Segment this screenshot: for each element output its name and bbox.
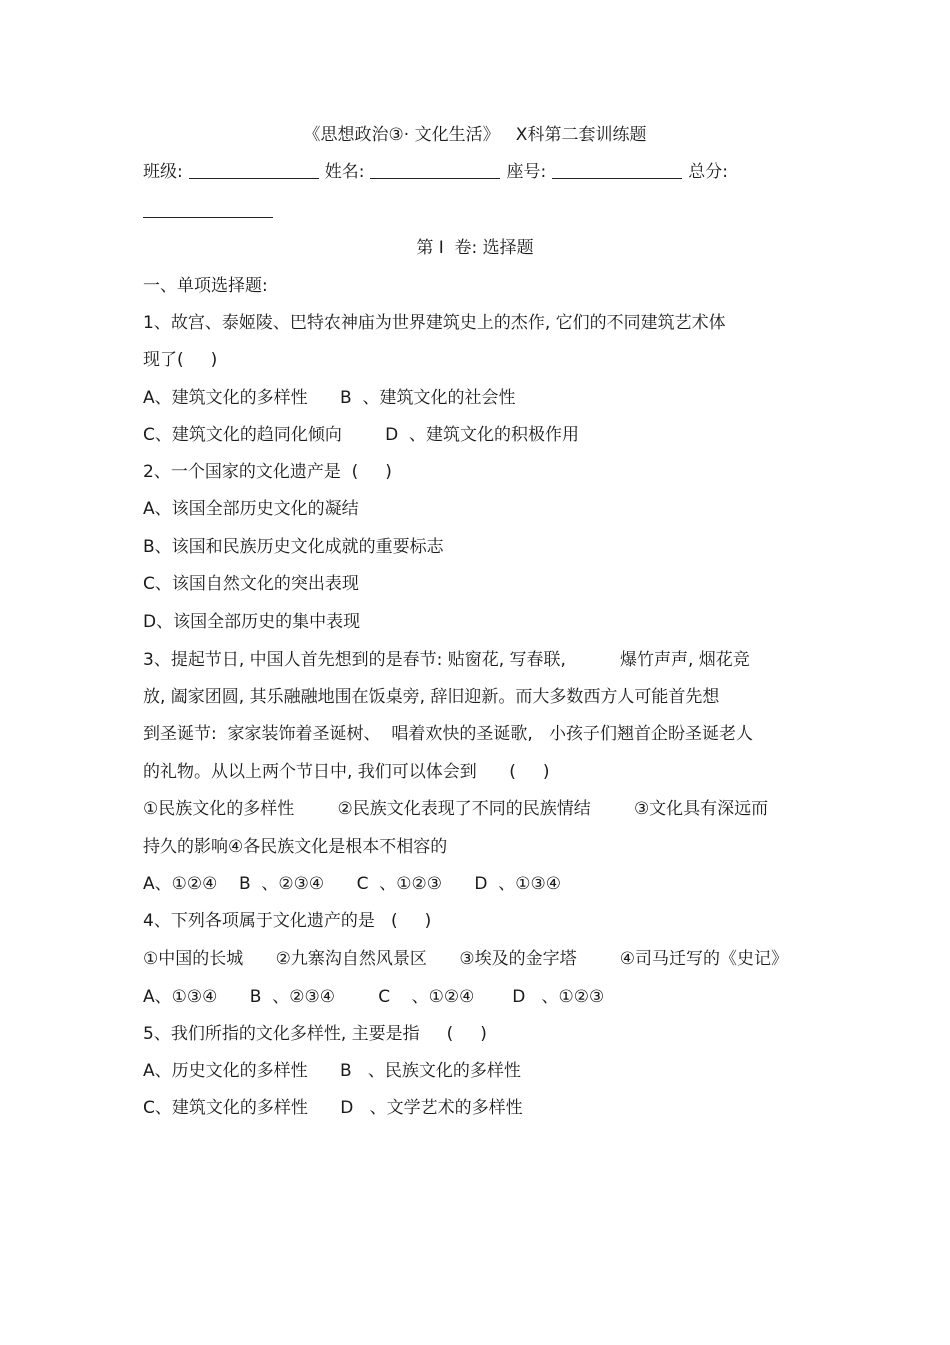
name-blank[interactable] [370,163,500,179]
q1-options-ab: A、建筑文化的多样性 B 、建筑文化的社会性 [143,388,516,408]
score-label: 总分: [688,162,728,182]
q3-stem-line4: 的礼物。从以上两个节日中, 我们可以体会到 ( ) [143,762,550,782]
q2-stem: 2、一个国家的文化遗产是 ( ) [143,462,392,482]
q2-option-b: B、该国和民族历史文化成就的重要标志 [143,537,444,557]
q1-stem-line2: 现了( ) [143,350,218,370]
seat-label: 座号: [506,162,547,182]
class-label: 班级: [143,162,183,182]
q3-stem-line2: 放, 阖家团圆, 其乐融融地围在饭桌旁, 辞旧迎新。而大多数西方人可能首先想 [143,687,720,707]
q5-stem: 5、我们所指的文化多样性, 主要是指 ( ) [143,1024,487,1044]
q1-stem-line1: 1、故宫、泰姬陵、巴特农神庙为世界建筑史上的杰作, 它们的不同建筑艺术体 [143,313,726,333]
q1-options-cd: C、建筑文化的趋同化倾向 D 、建筑文化的积极作用 [143,425,579,445]
exam-title: 《思想政治③· 文化生活》 X科第二套训练题 [303,125,647,145]
volume-title: 第 I 卷: 选择题 [416,238,534,258]
q3-items-line2: 持久的影响④各民族文化是根本不相容的 [143,837,448,857]
class-blank[interactable] [189,163,319,179]
q3-options: A、①②④ B 、②③④ C 、①②③ D 、①③④ [143,874,562,894]
q3-stem-line3: 到圣诞节: 家家装饰着圣诞树、 唱着欢快的圣诞歌, 小孩子们翘首企盼圣诞老人 [143,724,753,744]
seat-blank[interactable] [552,163,682,179]
student-info-row [143,161,728,183]
q4-stem: 4、下列各项属于文化遗产的是 ( ) [143,911,432,931]
q3-items-line1: ①民族文化的多样性 ②民族文化表现了不同的民族情结 ③文化具有深远而 [143,799,769,819]
q3-stem-line1: 3、提起节日, 中国人首先想到的是春节: 贴窗花, 写春联, 爆竹声声, 烟花竞 [143,650,750,670]
score-blank[interactable] [143,217,273,218]
q4-items: ①中国的长城 ②九寨沟自然风景区 ③埃及的金字塔 ④司马迁写的《史记》 [143,949,789,969]
q5-options-cd: C、建筑文化的多样性 D 、文学艺术的多样性 [143,1098,523,1118]
name-label: 姓名: [324,162,365,182]
q4-options: A、①③④ B 、②③④ C 、①②④ D 、①②③ [143,987,605,1007]
q2-option-a: A、该国全部历史文化的凝结 [143,499,359,519]
q2-option-d: D、该国全部历史的集中表现 [143,612,361,632]
part-title: 一、单项选择题: [143,276,268,296]
q5-options-ab: A、历史文化的多样性 B 、民族文化的多样性 [143,1061,521,1081]
q2-option-c: C、该国自然文化的突出表现 [143,574,359,594]
